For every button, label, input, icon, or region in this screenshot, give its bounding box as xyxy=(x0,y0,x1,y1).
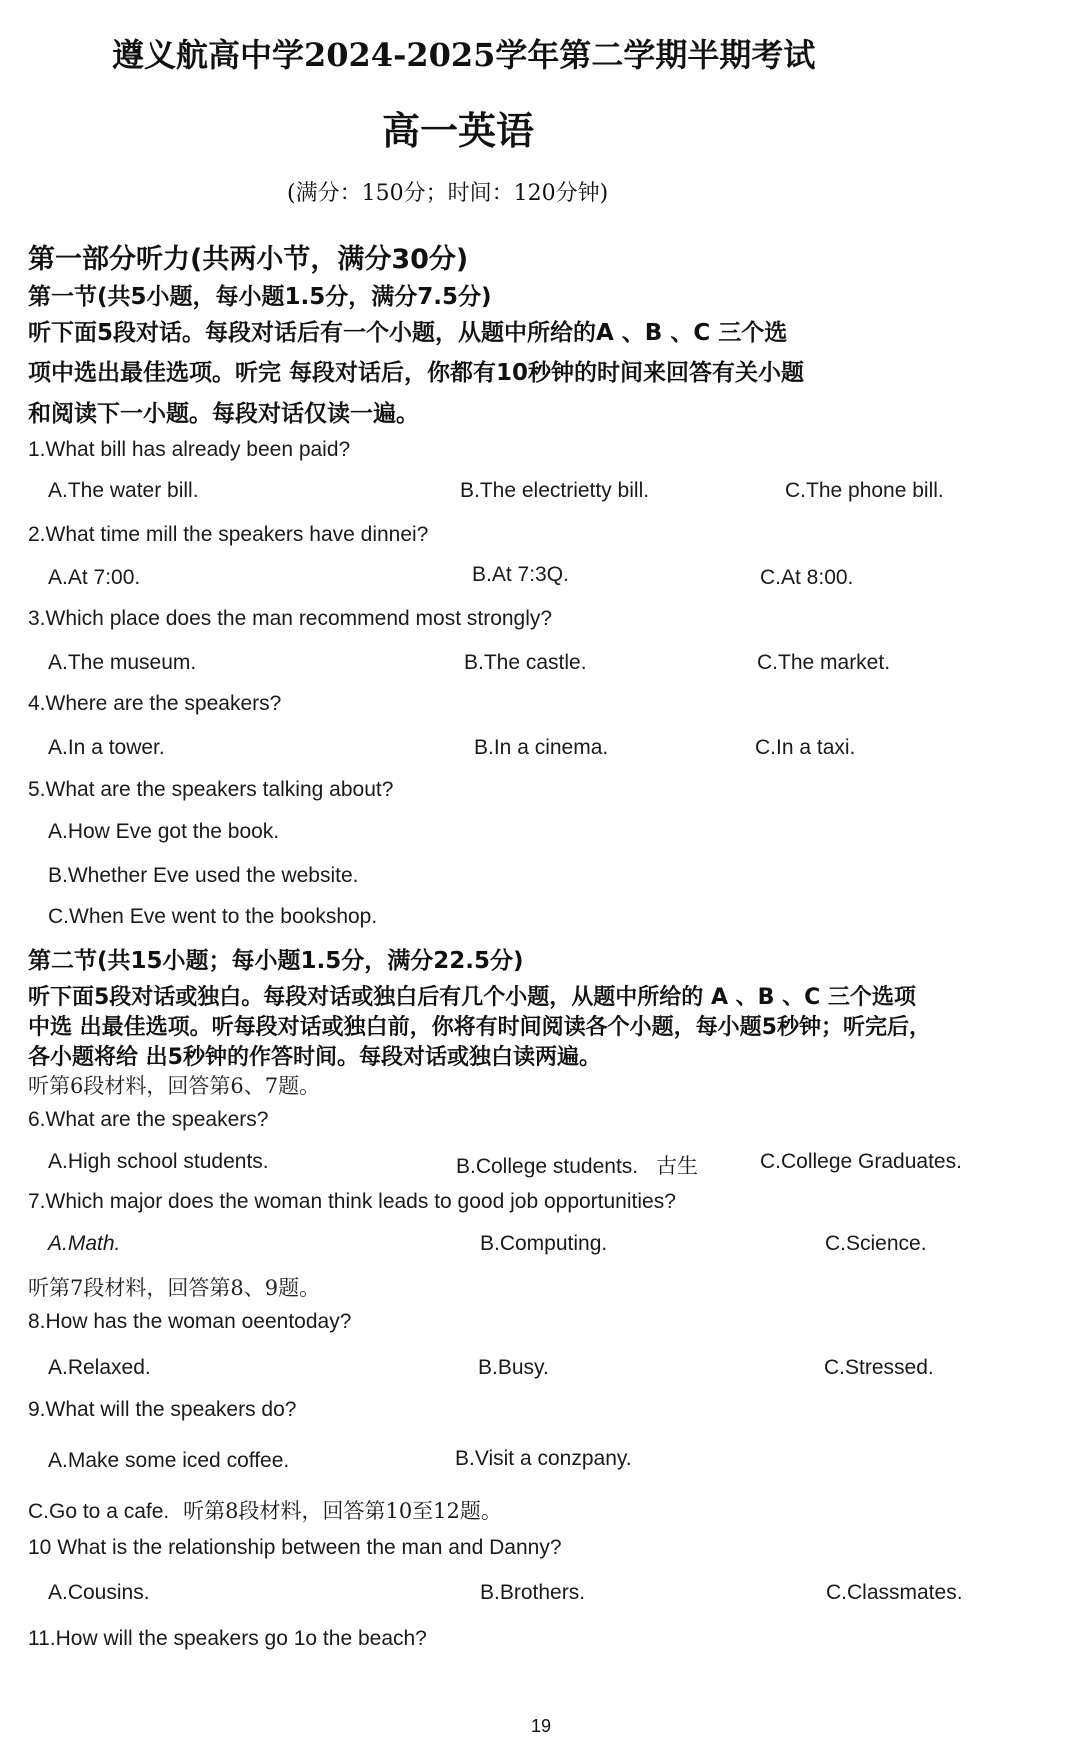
section1-heading: 第一节(共5小题，每小题1.5分，满分7.5分) xyxy=(28,284,492,310)
question-6: 6.What are the speakers? xyxy=(28,1108,269,1131)
q2-option-a: A.At 7:00. xyxy=(48,566,141,589)
q6-stray-mark: 古生 xyxy=(655,1154,698,1178)
q8-option-c: C.Stressed. xyxy=(824,1356,934,1379)
q1-option-c: C.The phone bill. xyxy=(785,479,944,502)
q7-option-b: B.Computing. xyxy=(480,1232,608,1255)
question-10: 10 What is the relationship between the man and Danny? xyxy=(28,1536,562,1559)
score-time-info: (满分：150分；时间：120分钟) xyxy=(287,181,609,206)
q3-option-c: C.The market. xyxy=(757,651,891,674)
question-1: 1.What bill has already been paid? xyxy=(28,438,351,461)
material-6-instruction: 听第6段材料，回答第6、7题。 xyxy=(28,1074,321,1098)
section1-instructions-line3: 和阅读下一小题。每段对话仅读一遍。 xyxy=(28,401,419,427)
question-9: 9.What will the speakers do? xyxy=(28,1398,297,1421)
q10-option-c: C.Classmates. xyxy=(826,1581,963,1604)
q2-option-b: B.At 7:3Q. xyxy=(472,563,569,586)
q3-option-a: A.The museum. xyxy=(48,651,197,674)
q6-option-a: A.High school students. xyxy=(48,1150,269,1173)
q1-option-b: B.The electrietty bill. xyxy=(460,479,650,502)
question-11: 11.How will the speakers go 1o the beach? xyxy=(28,1627,427,1650)
exam-title: 遵义航高中学2024-2025学年第二学期半期考试 xyxy=(112,36,816,74)
section1-instructions-line2: 项中选出最佳选项。听完 每段对话后，你都有10秒钟的时间来回答有关小题 xyxy=(28,360,805,386)
q6-option-b-text: B.College students. xyxy=(456,1155,639,1178)
q9-option-c: C.Go to a cafe. xyxy=(28,1500,170,1523)
q10-option-a: A.Cousins. xyxy=(48,1581,150,1604)
q10-option-b: B.Brothers. xyxy=(480,1581,586,1604)
q9-option-b: B.Visit a conzpany. xyxy=(455,1447,632,1470)
section2-instructions-line2: 中选 出最佳选项。听每段对话或独白前，你将有时间阅读各个小题，每小题5秒钟；听完后， xyxy=(28,1015,931,1040)
q8-option-a: A.Relaxed. xyxy=(48,1356,151,1379)
section2-instructions-line1: 听下面5段对话或独白。每段对话或独白后有几个小题，从题中所给的 A 、B 、C 三个选项 xyxy=(28,985,916,1010)
q5-option-a: A.How Eve got the book. xyxy=(48,820,280,843)
material-8-instruction: 听第8段材料，回答第10至12题。 xyxy=(183,1499,502,1523)
q7-option-a: A.Math. xyxy=(48,1232,121,1255)
q1-option-a: A.The water bill. xyxy=(48,479,199,502)
q4-option-c: C.In a taxi. xyxy=(755,736,856,759)
question-5: 5.What are the speakers talking about? xyxy=(28,778,394,801)
question-2: 2.What time mill the speakers have dinnei? xyxy=(28,523,429,546)
question-8: 8.How has the woman oeentoday? xyxy=(28,1310,352,1333)
q9-option-c-line xyxy=(28,1495,502,1525)
q6-option-b xyxy=(456,1150,698,1180)
section1-instructions-line1: 听下面5段对话。每段对话后有一个小题，从题中所给的A 、B 、C 三个选 xyxy=(28,320,788,346)
q2-option-c: C.At 8:00. xyxy=(760,566,854,589)
q5-option-c: C.When Eve went to the bookshop. xyxy=(48,905,378,928)
q4-option-a: A.In a tower. xyxy=(48,736,165,759)
section2-instructions-line3: 各小题将给 出5秒钟的作答时间。每段对话或独白读两遍。 xyxy=(28,1045,601,1070)
subject-title: 高一英语 xyxy=(382,108,535,153)
q8-option-b: B.Busy. xyxy=(478,1356,549,1379)
q7-option-c: C.Science. xyxy=(825,1232,927,1255)
question-3: 3.Which place does the man recommend most strongly? xyxy=(28,607,553,630)
question-4: 4.Where are the speakers? xyxy=(28,692,282,715)
q4-option-b: B.In a cinema. xyxy=(474,736,609,759)
material-7-instruction: 听第7段材料，回答第8、9题。 xyxy=(28,1276,321,1300)
q6-option-c: C.College Graduates. xyxy=(760,1150,962,1173)
q3-option-b: B.The castle. xyxy=(464,651,587,674)
q9-option-a: A.Make some iced coffee. xyxy=(48,1449,290,1472)
page-number: 19 xyxy=(531,1716,552,1736)
q5-option-b: B.Whether Eve used the website. xyxy=(48,864,359,887)
part1-heading: 第一部分听力(共两小节，满分30分) xyxy=(28,244,469,275)
section2-heading: 第二节(共15小题；每小题1.5分，满分22.5分) xyxy=(28,948,524,974)
question-7: 7.Which major does the woman think leads to good job opportunities? xyxy=(28,1190,676,1213)
